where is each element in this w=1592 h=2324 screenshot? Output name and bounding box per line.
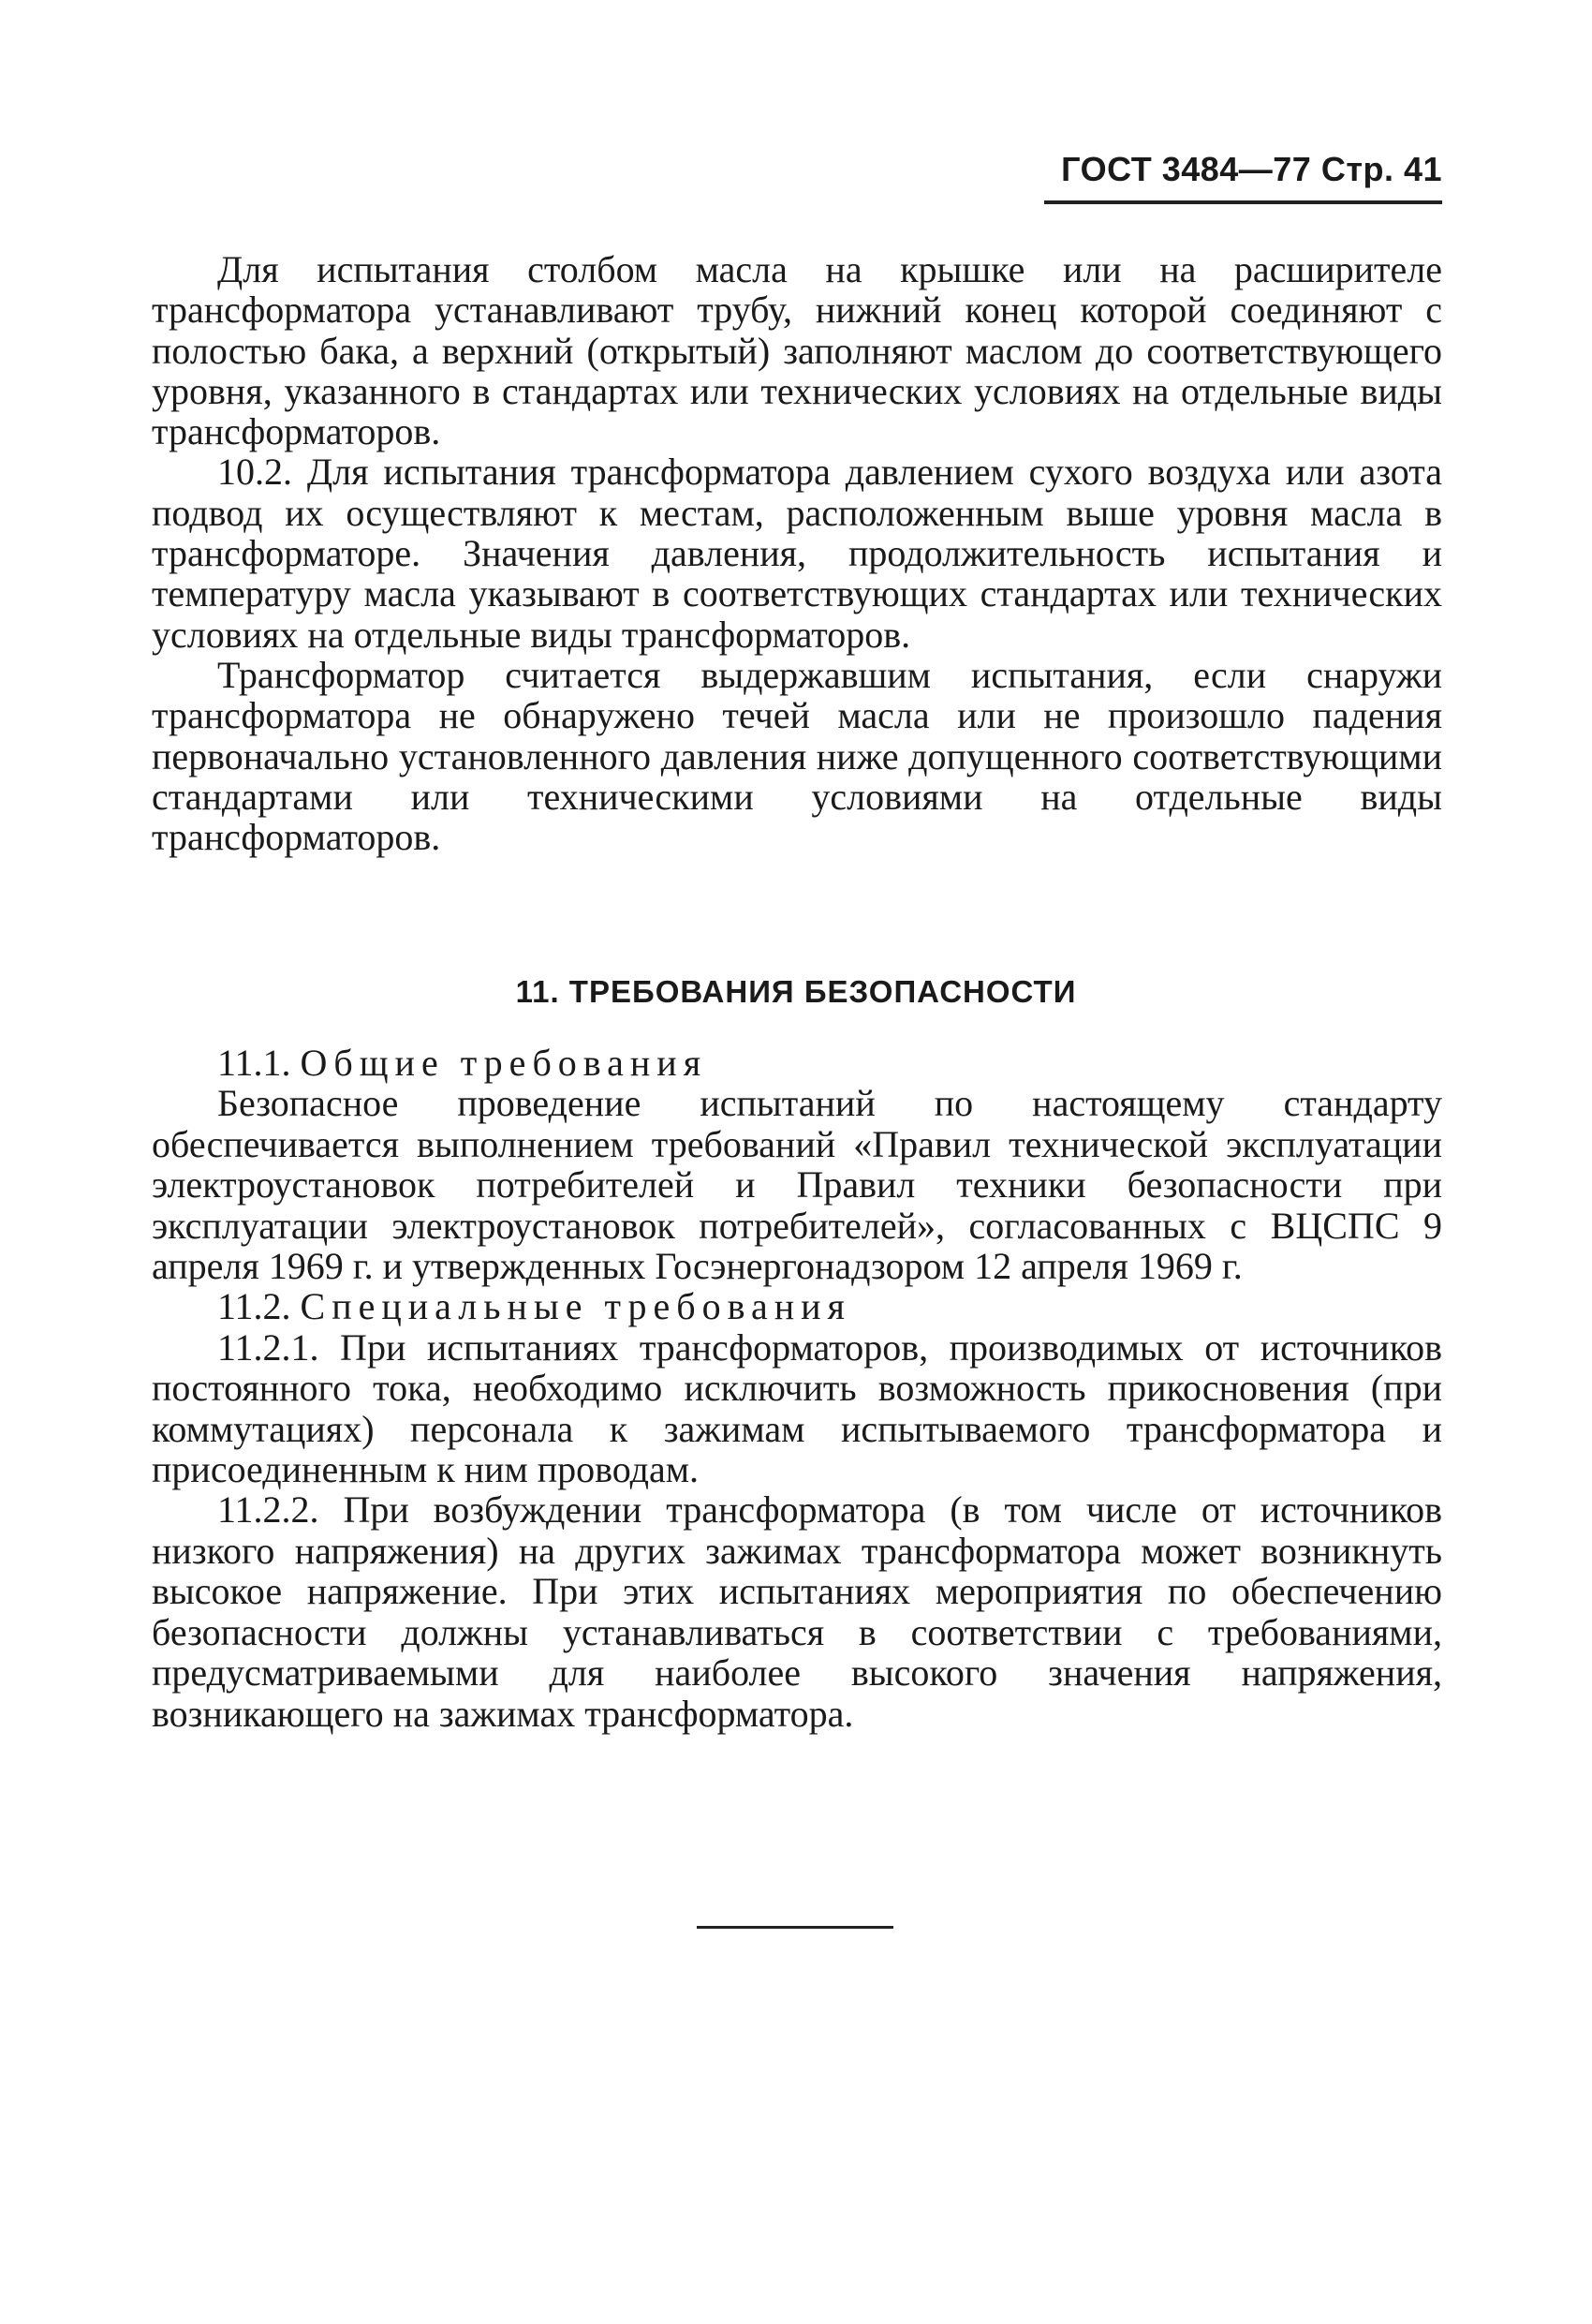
paragraph-11-2-1: 11.2.1. При испытаниях трансформаторов, производимых от источников постоянного тока, необходимо исключить возможность прикосновения (при коммутациях) персонала к зажимам испытываемого трансформатора и присоединенным к ним проводам. xyxy=(152,1325,1442,1491)
subsection-11-2-title xyxy=(152,1286,1442,1326)
subsection-number: 11.1. xyxy=(217,1042,291,1084)
subsection-title: Специальные требования xyxy=(300,1285,851,1328)
header-rule xyxy=(1044,200,1442,204)
paragraph-test-passed: Трансформатор считается выдержавшим испытания, если снаружи трансформатора не обнаружено течей масла или не произошло падения первоначально установленного давления ниже допущенного соответствующими стандартами или техническими условиями на отдельные виды трансформаторов. xyxy=(152,653,1442,859)
paragraph-oil-column-test: Для испытания столбом масла на крышке или на расширителе трансформатора устанавливают трубу, нижний конец которой соединяют с полостью бака, а верхний (открытый) заполняют маслом до соответствующего уровня, указанного в стандартах или технических условиях на отдельные виды трансформаторов. xyxy=(152,248,1442,453)
subsection-number: 11.2. xyxy=(217,1285,291,1328)
section-11-text xyxy=(152,1043,1442,1734)
running-header: ГОСТ 3484—77 Стр. 41 xyxy=(1061,150,1442,188)
subsection-title: Общие требования xyxy=(300,1042,708,1084)
end-rule xyxy=(697,1926,893,1929)
subsection-11-1-title xyxy=(152,1043,1442,1083)
body-text xyxy=(152,249,1442,857)
paragraph-11-2-2: 11.2.2. При возбуждении трансформатора (в том числе от источников низкого напряжения) на других зажимах трансформатора может возникнуть высокое напряжение. При этих испытаниях мероприятия по обеспечению безопасности должны устанавливаться в соответствии с требованиями, предусматриваемыми для наиболее высокого значения напряжения, возникающего на зажимах трансформатора. xyxy=(152,1488,1442,1735)
paragraph-10-2: 10.2. Для испытания трансформатора давлением сухого воздуха или азота подвод их осуществляют к местам, расположенным выше уровня масла в трансформаторе. Значения давления, продолжительность испытания и температуру масла указывают в соответствующих стандартах или технических условиях на отдельные виды трансформаторов. xyxy=(152,451,1442,656)
paragraph-general-safety: Безопасное проведение испытаний по настоящему стандарту обеспечивается выполнением требований «Правил технической эксплуатации электроустановок потребителей и Правил техники безопасности при эксплуатации электроустановок потребителей», согласованных с ВЦСПС 9 апреля 1969 г. и утвержденных Госэнергонадзором 12 апреля 1969 г. xyxy=(152,1082,1442,1288)
section-heading-safety: 11. ТРЕБОВАНИЯ БЕЗОПАСНОСТИ xyxy=(515,974,1077,1009)
